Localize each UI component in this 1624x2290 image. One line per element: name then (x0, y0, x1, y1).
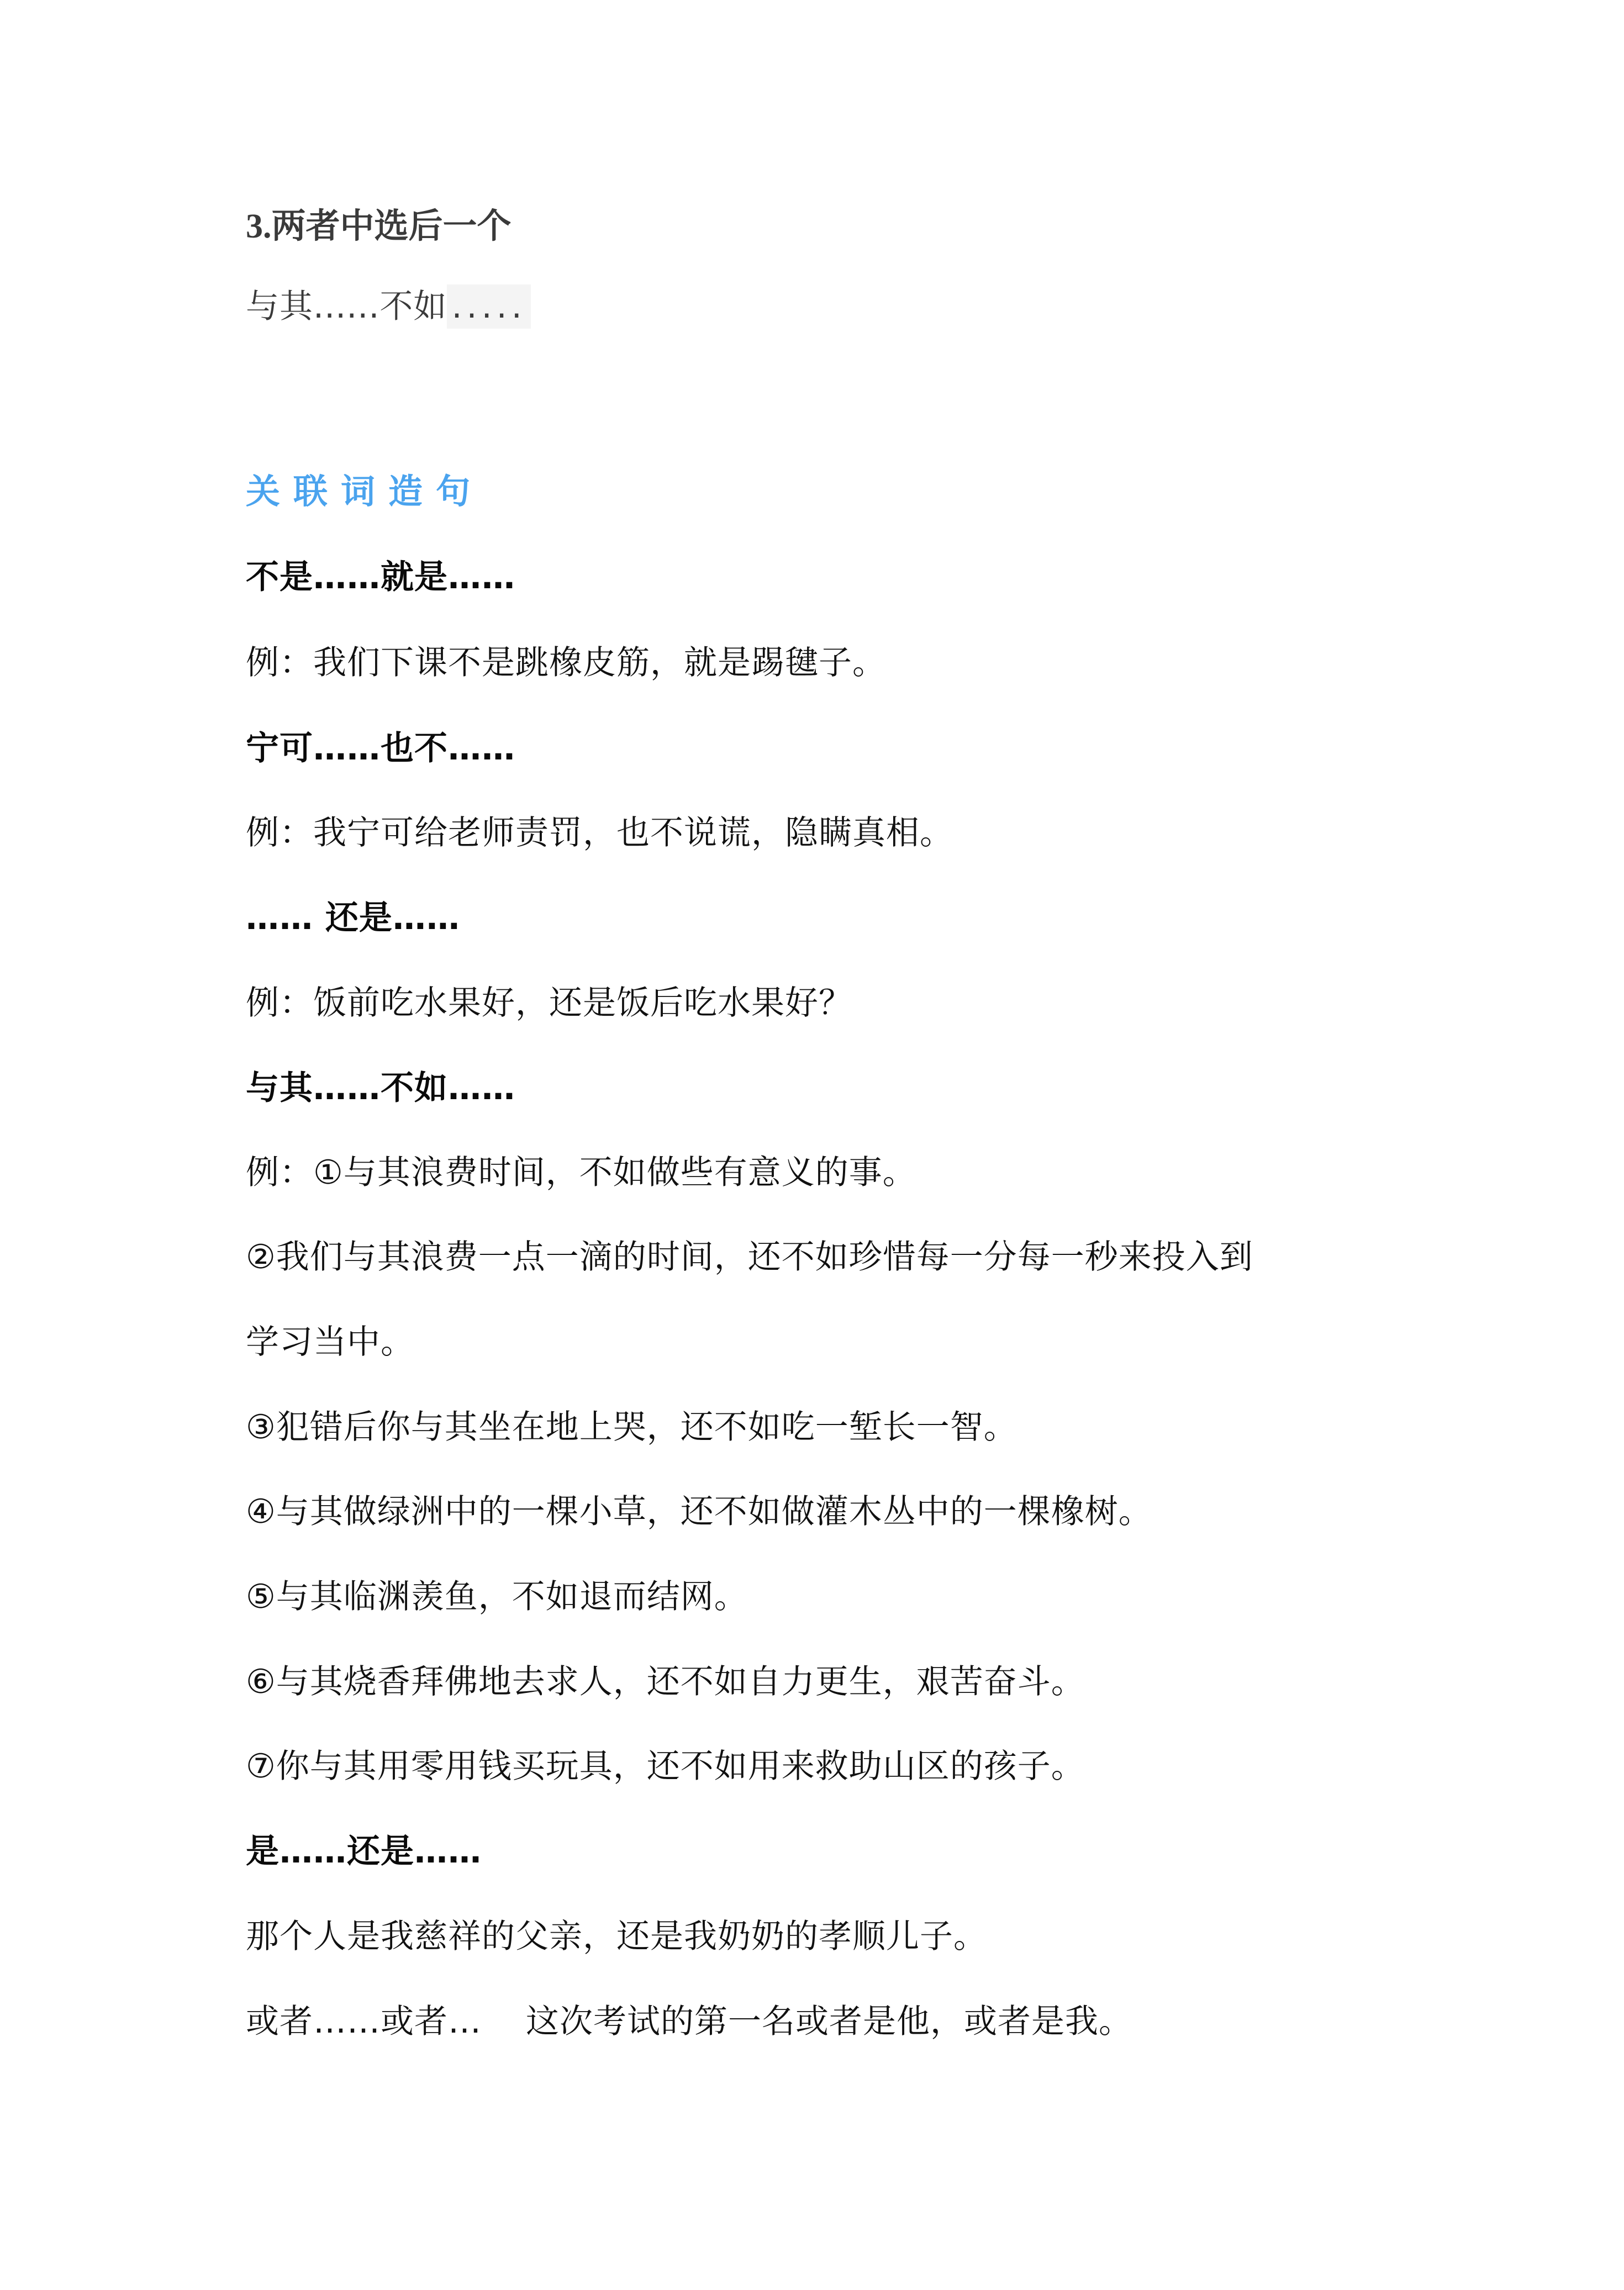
example-line: 那个人是我慈祥的父亲，还是我奶奶的孝顺儿子。 (246, 1917, 987, 1956)
example-line: ⑤与其临渊羡鱼，不如退而结网。 (246, 1577, 748, 1616)
section-pattern (246, 284, 531, 329)
pattern-prefix: 与其......不如 (246, 287, 447, 326)
example-line: 例：①与其浪费时间，不如做些有意义的事。 (246, 1153, 916, 1192)
example-line: ⑥与其烧香拜佛地去求人，还不如自力更生，艰苦奋斗。 (246, 1663, 1085, 1701)
example-line: ④与其做绿洲中的一棵小草，还不如做灌木丛中的一棵橡树。 (246, 1492, 1152, 1531)
term-heading: 宁可……也不…… (246, 729, 515, 768)
page-title: 关联词造句 (246, 471, 484, 511)
term-heading: 与其……不如…… (246, 1069, 515, 1107)
example-line: 例：饭前吃水果好，还是饭后吃水果好？ (246, 984, 852, 1022)
term-inline: 或者……或者… (246, 2002, 482, 2041)
example-line: 学习当中。 (246, 1323, 414, 1362)
pattern-suffix-highlight: ..... (447, 284, 530, 329)
example-line: 例：我宁可给老师责罚，也不说谎，隐瞒真相。 (246, 814, 953, 852)
section-heading: 3.两者中选后一个 (246, 208, 512, 245)
example-line: ⑦你与其用零用钱买玩具，还不如用来救助山区的孩子。 (246, 1747, 1085, 1786)
example-line: 例：我们下课不是跳橡皮筋，就是踢毽子。 (246, 643, 886, 682)
term-heading: 是……还是…… (246, 1832, 482, 1871)
term-heading: …… 还是…… (246, 899, 460, 937)
example-line: ③犯错后你与其坐在地上哭，还不如吃一堑长一智。 (246, 1408, 1017, 1447)
example-line: ②我们与其浪费一点一滴的时间，还不如珍惜每一分每一秒来投入到 (246, 1238, 1253, 1276)
last-line (246, 1999, 1132, 2044)
example-inline: 这次考试的第一名或者是他，或者是我。 (526, 2002, 1132, 2041)
term-heading: 不是……就是…… (246, 558, 515, 597)
